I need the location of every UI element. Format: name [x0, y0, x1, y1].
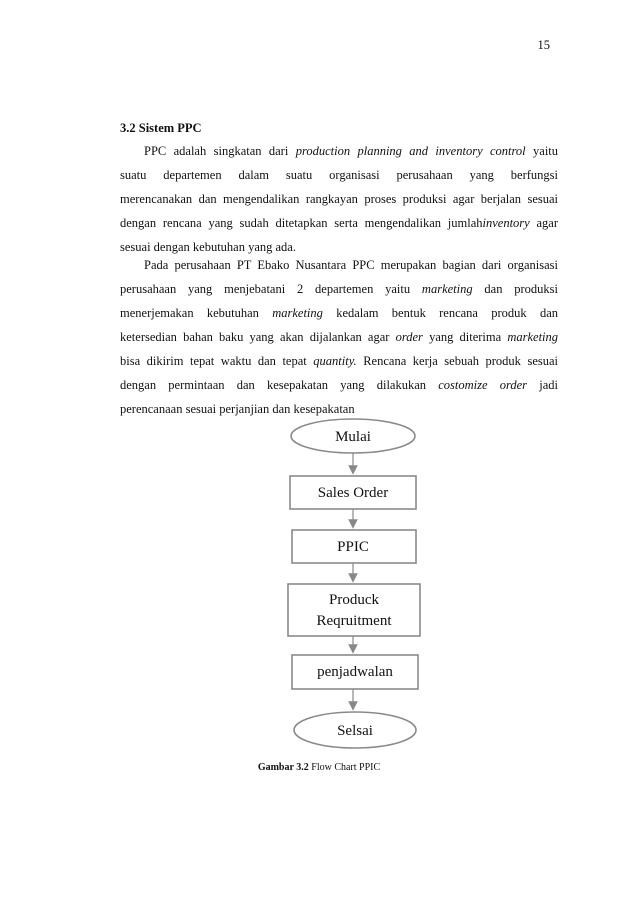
text-run: yaitu [533, 144, 559, 158]
paragraph-line [120, 139, 558, 163]
paragraph-line: Pada perusahaan PT Ebako Nusantara PPC merupakan bagian dari organisasi [144, 258, 558, 272]
caption-label: Gambar 3.2 [257, 762, 309, 773]
text-run: kedalam bentuk rencana produk dan [336, 306, 558, 320]
flow-produck-label: Produck [329, 592, 379, 608]
section-heading: 3.2 Sistem PPC [120, 121, 202, 135]
italic-term: costomize order [438, 378, 528, 392]
text-run: perusahaan yang menjebatani 2 departemen yaitu [120, 282, 411, 296]
paragraph-line: suatu departemen dalam suatu organisasi perusahaan yang berfungsi [120, 168, 558, 182]
text-run: bisa dikirim tepat waktu dan tepat [120, 354, 307, 368]
flow-end-label: Selsai [337, 723, 373, 739]
figure-caption [0, 762, 638, 773]
italic-term: marketing [507, 330, 559, 344]
italic-term: marketing [272, 306, 323, 320]
paragraph-line: sesuai dengan kebutuhan yang ada. [120, 240, 296, 254]
paragraph-line [120, 301, 558, 325]
text-run: dengan rencana yang sudah ditetapkan serta mengendalikan jumlah [120, 216, 483, 230]
text-run: jadi [539, 378, 558, 392]
flow-reqruitment-label: Reqruitment [316, 613, 392, 629]
paragraph-line [120, 349, 558, 373]
paragraph-line: perencanaan sesuai perjanjian dan kesepakatan [120, 402, 355, 416]
paragraph-ppc-definition [120, 139, 558, 259]
italic-term: order [395, 330, 423, 344]
flowchart-ppic [280, 418, 430, 754]
paragraph-ebako-ppc [120, 253, 558, 421]
italic-term: production planning and inventory control [295, 144, 526, 158]
paragraph-line: merencanakan dan mengendalikan rangkayan proses produksi agar berjalan sesuai [120, 192, 558, 206]
paragraph-line [120, 277, 558, 301]
text-run: Rencana kerja sebuah produk sesuai [363, 354, 559, 368]
paragraph-line [120, 325, 558, 349]
text-run: agar [536, 216, 558, 230]
italic-term: inventory [482, 216, 530, 230]
text-run: yang diterima [429, 330, 502, 344]
flow-penjadwalan-label: penjadwalan [317, 664, 393, 680]
text-run: dengan permintaan dan kesepakatan yang dilakukan [120, 378, 427, 392]
italic-term: quantity. [313, 354, 357, 368]
text-run: ketersedian bahan baku yang akan dijalankan agar [120, 330, 390, 344]
flow-start-label: Mulai [335, 429, 371, 445]
paragraph-line [120, 373, 558, 397]
text-run: dan produksi [484, 282, 558, 296]
flow-sales-order-label: Sales Order [317, 485, 389, 501]
paragraph-line [120, 211, 558, 235]
flow-ppic-label: PPIC [337, 539, 369, 555]
text-run: menerjemakan kebutuhan [120, 306, 259, 320]
text-run: PPC adalah singkatan dari [144, 144, 289, 158]
page-number: 15 [537, 38, 550, 52]
caption-text: Flow Chart PPIC [311, 762, 381, 773]
italic-term: marketing [421, 282, 473, 296]
